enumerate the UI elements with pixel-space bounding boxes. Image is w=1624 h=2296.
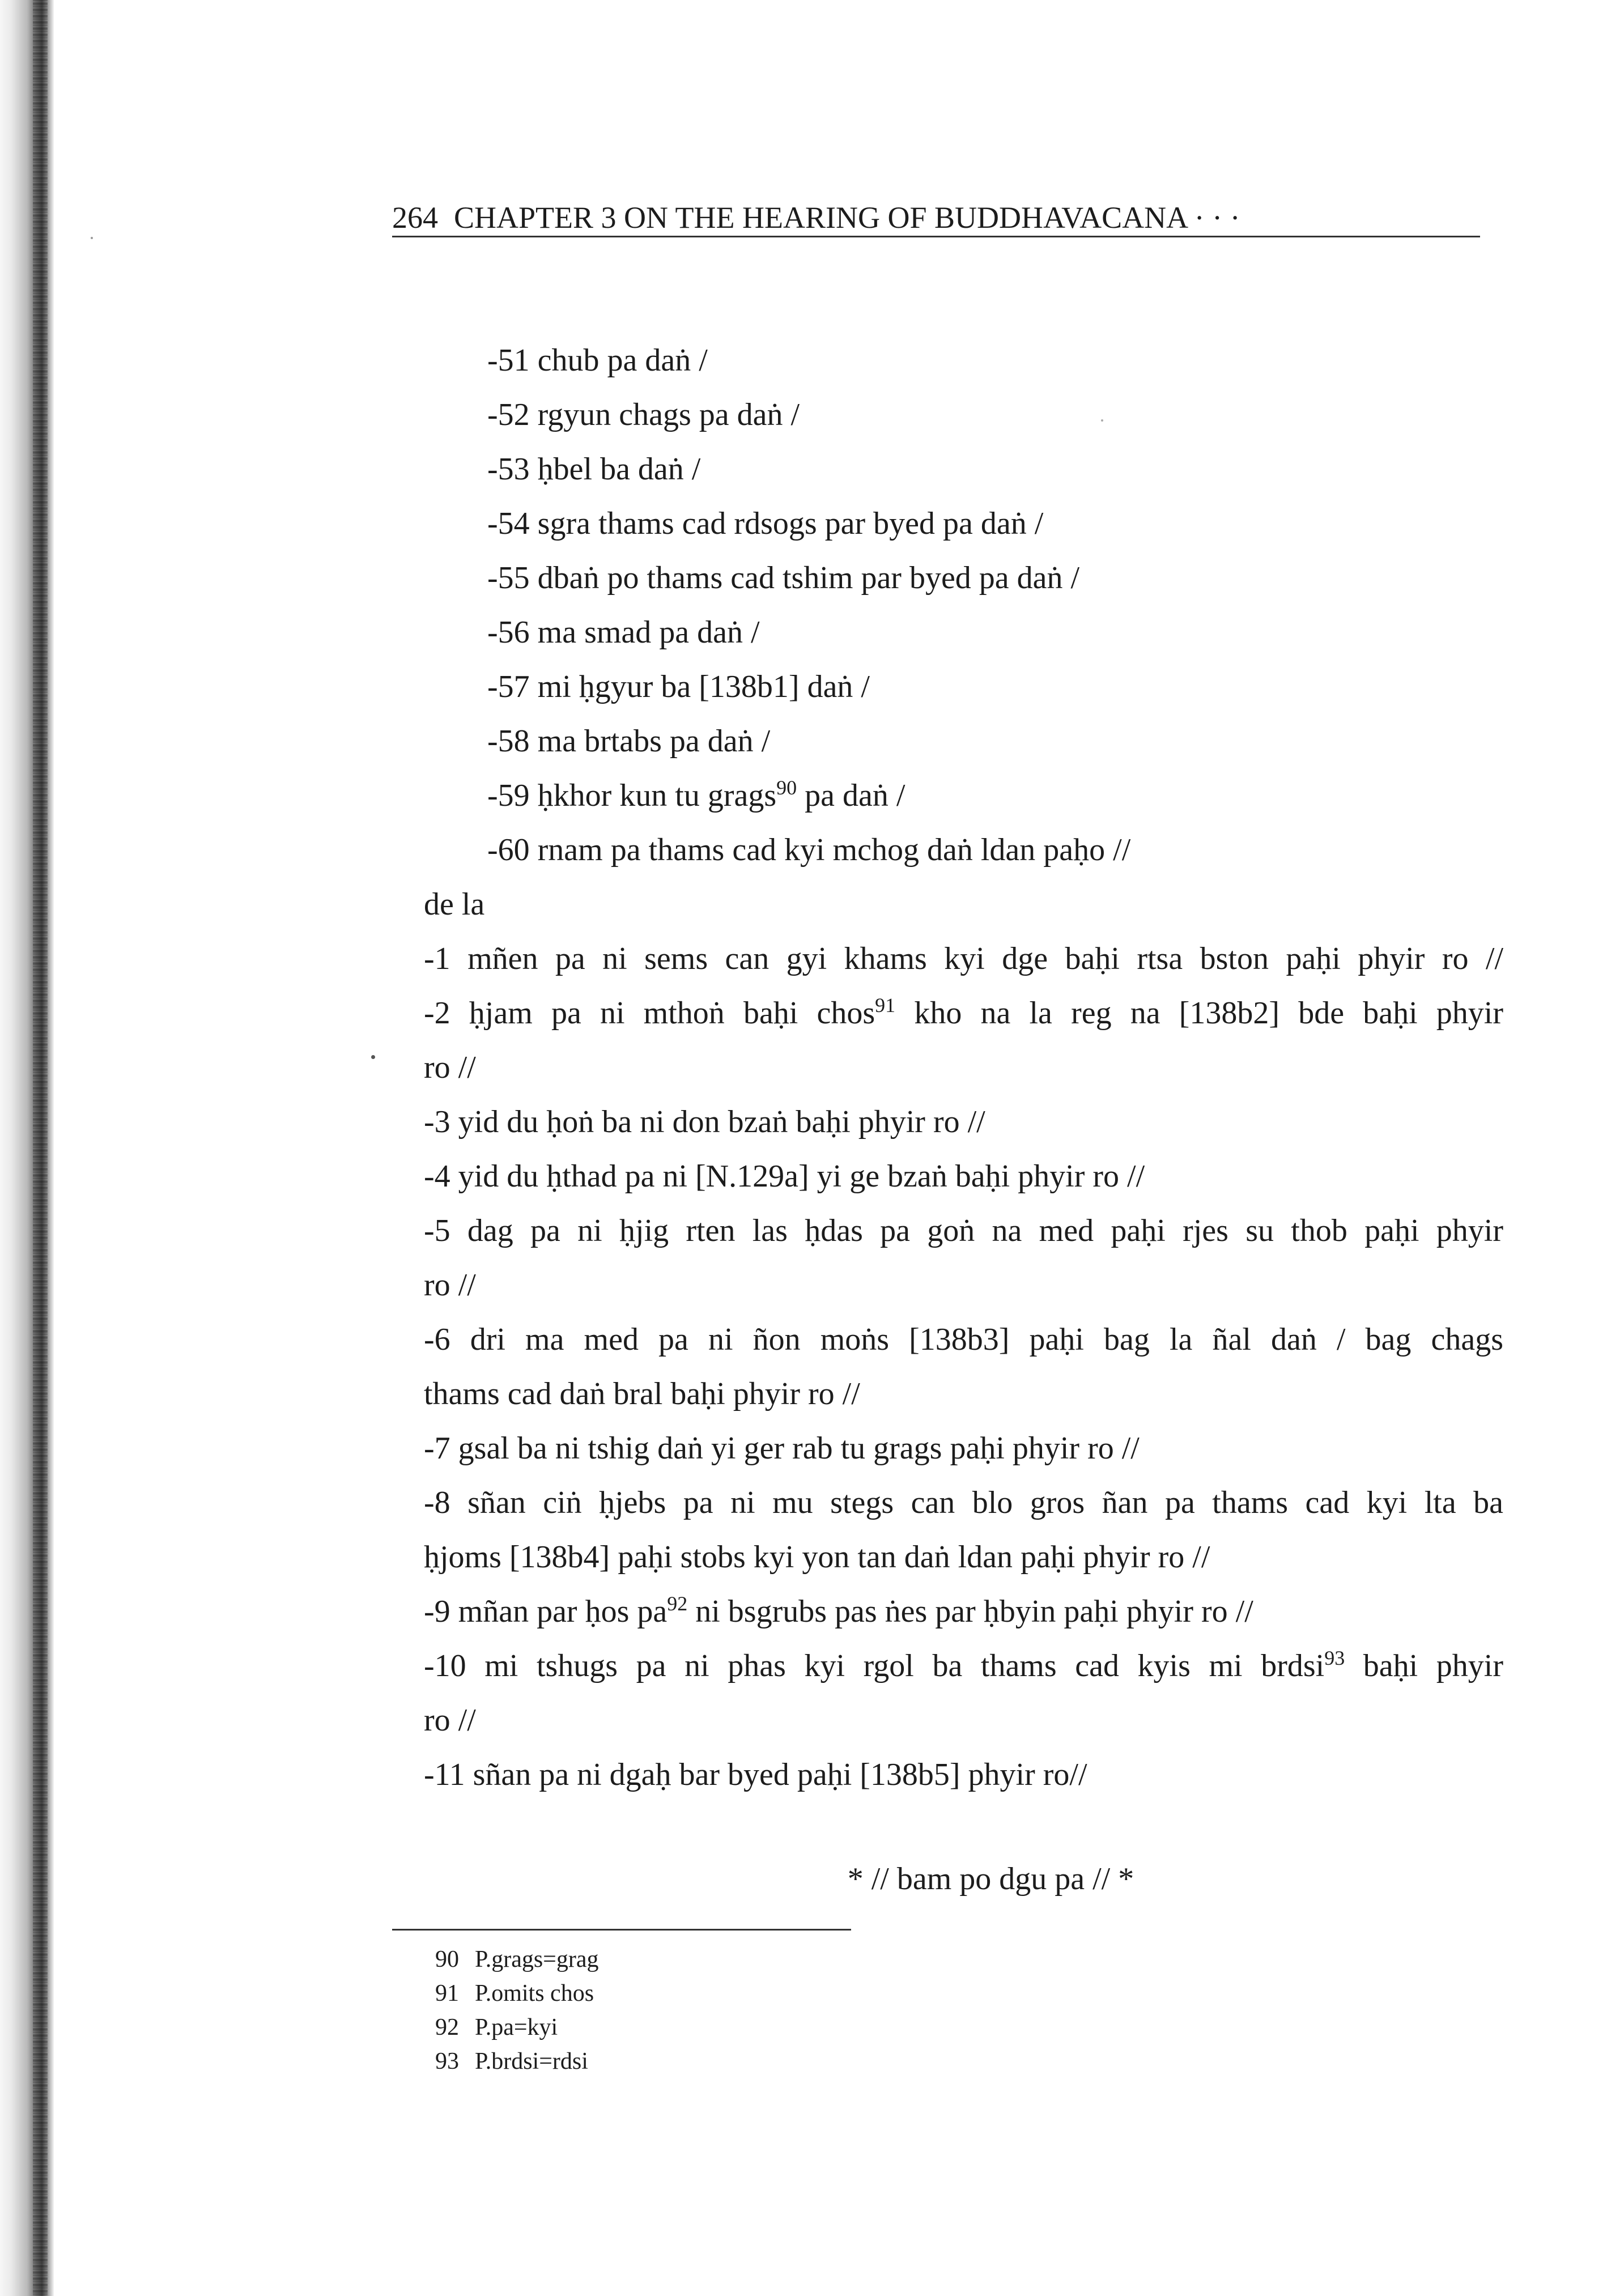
text-line: -8 sñan ciṅ ḥjebs pa ni mu stegs can blo gros ñan pa thams cad kyi lta ba [424,1485,1503,1520]
footnote-text: P.brdsi=rdsi [475,2048,588,2074]
text-line: -53 ḥbel ba daṅ / [487,452,701,487]
text-line: -60 rnam pa thams cad kyi mchog daṅ ldan paḥo // [487,832,1131,868]
text-line: ḥjoms [138b4] paḥi stobs kyi yon tan daṅ ldan paḥi phyir ro // [424,1540,1210,1575]
text-line: -3 yid du ḥoṅ ba ni don bzaṅ baḥi phyir ro // [424,1104,985,1140]
footnotes [435,1942,599,2078]
text-line: -1 mñen pa ni sems can gyi khams kyi dge baḥi rtsa bston paḥi phyir ro // [424,941,1503,976]
page-number: 264 [392,201,438,235]
scan-speck [1101,419,1103,422]
footnote-number: 93 [435,2048,459,2074]
running-header [392,199,1480,237]
section-end-marker: * // bam po dgu pa // * [847,1861,1134,1897]
footnote-ref: 93 [1324,1647,1345,1669]
text-line: -7 gsal ba ni tshig daṅ yi ger rab tu grags paḥi phyir ro // [424,1431,1140,1466]
footnote-divider [392,1929,851,1931]
footnote [435,1976,599,2010]
footnote-text: P.grags=grag [475,1946,599,1972]
text-line: ro // [424,1050,476,1085]
footnote-text: P.pa=kyi [475,2014,558,2040]
text-line: -2 ḥjam pa ni mthoṅ baḥi chos$^{91}$ kho na la reg na [138b2] bde baḥi phyir [424,994,1503,1031]
footnote-number: 92 [435,2014,459,2040]
text-line: -5 dag pa ni ḥjig rten las ḥdas pa goṅ na med paḥi rjes su thob paḥi phyir [424,1213,1503,1248]
text-line: -9 mñan par ḥos $pa^{92}$ ni bsgrubs pas ṅes par ḥbyin paḥi phyir ro // [424,1592,1253,1629]
text-line: -56 ma smad pa daṅ / [487,615,760,650]
text-line: -11 sñan pa ni dgaḥ bar byed paḥi [138b5] phyir ro// [424,1757,1087,1792]
text-line: -51 chub pa daṅ / [487,343,708,378]
text-line: ro // [424,1268,476,1303]
text-line: thams cad daṅ bral baḥi phyir ro // [424,1376,860,1411]
text-line: -6 dri ma med pa ni ñon moṅs [138b3] paḥi bag la ñal daṅ / bag chags [424,1322,1503,1357]
footnote [435,2010,599,2044]
scan-speck [371,1055,375,1059]
text-line: -57 mi ḥgyur ba [138b1] daṅ / [487,669,870,704]
text-line: -58 ma brtabs pa daṅ / [487,724,771,759]
text-line: -52 rgyun chags pa daṅ / [487,397,800,432]
text-line: -59 ḥkhor kun tu grags$^{90}$ pa daṅ / [487,776,905,813]
footnote-number: 91 [435,1980,459,2006]
footnote [435,1942,599,1976]
text-line: -4 yid du ḥthad pa ni [N.129a] yi ge bzaṅ baḥi phyir ro // [424,1159,1145,1194]
footnote-ref: 91 [875,994,896,1017]
text-line: ro // [424,1703,476,1738]
footnote-number: 90 [435,1946,459,1972]
text-line: de la [424,887,485,922]
footnote-ref: 92 [667,1592,688,1615]
footnote [435,2044,599,2078]
text-line: -10 mi tshugs pa ni phas kyi rgol ba thams cad kyis mi brdsi$^{93}$ baḥi phyir [424,1647,1504,1683]
text-line: -54 sgra thams cad rdsogs par byed pa daṅ / [487,506,1044,541]
footnote-ref: 90 [776,776,797,799]
body-text [424,333,1503,1802]
running-title: CHAPTER 3 ON THE HEARING OF BUDDHAVACANA · · · [454,201,1240,235]
footnote-text: P.omits chos [475,1980,594,2006]
scan-speck [91,237,93,239]
text-line: -55 dbaṅ po thams cad tshim par byed pa daṅ / [487,560,1080,596]
scan-binding-edge [0,0,54,2296]
